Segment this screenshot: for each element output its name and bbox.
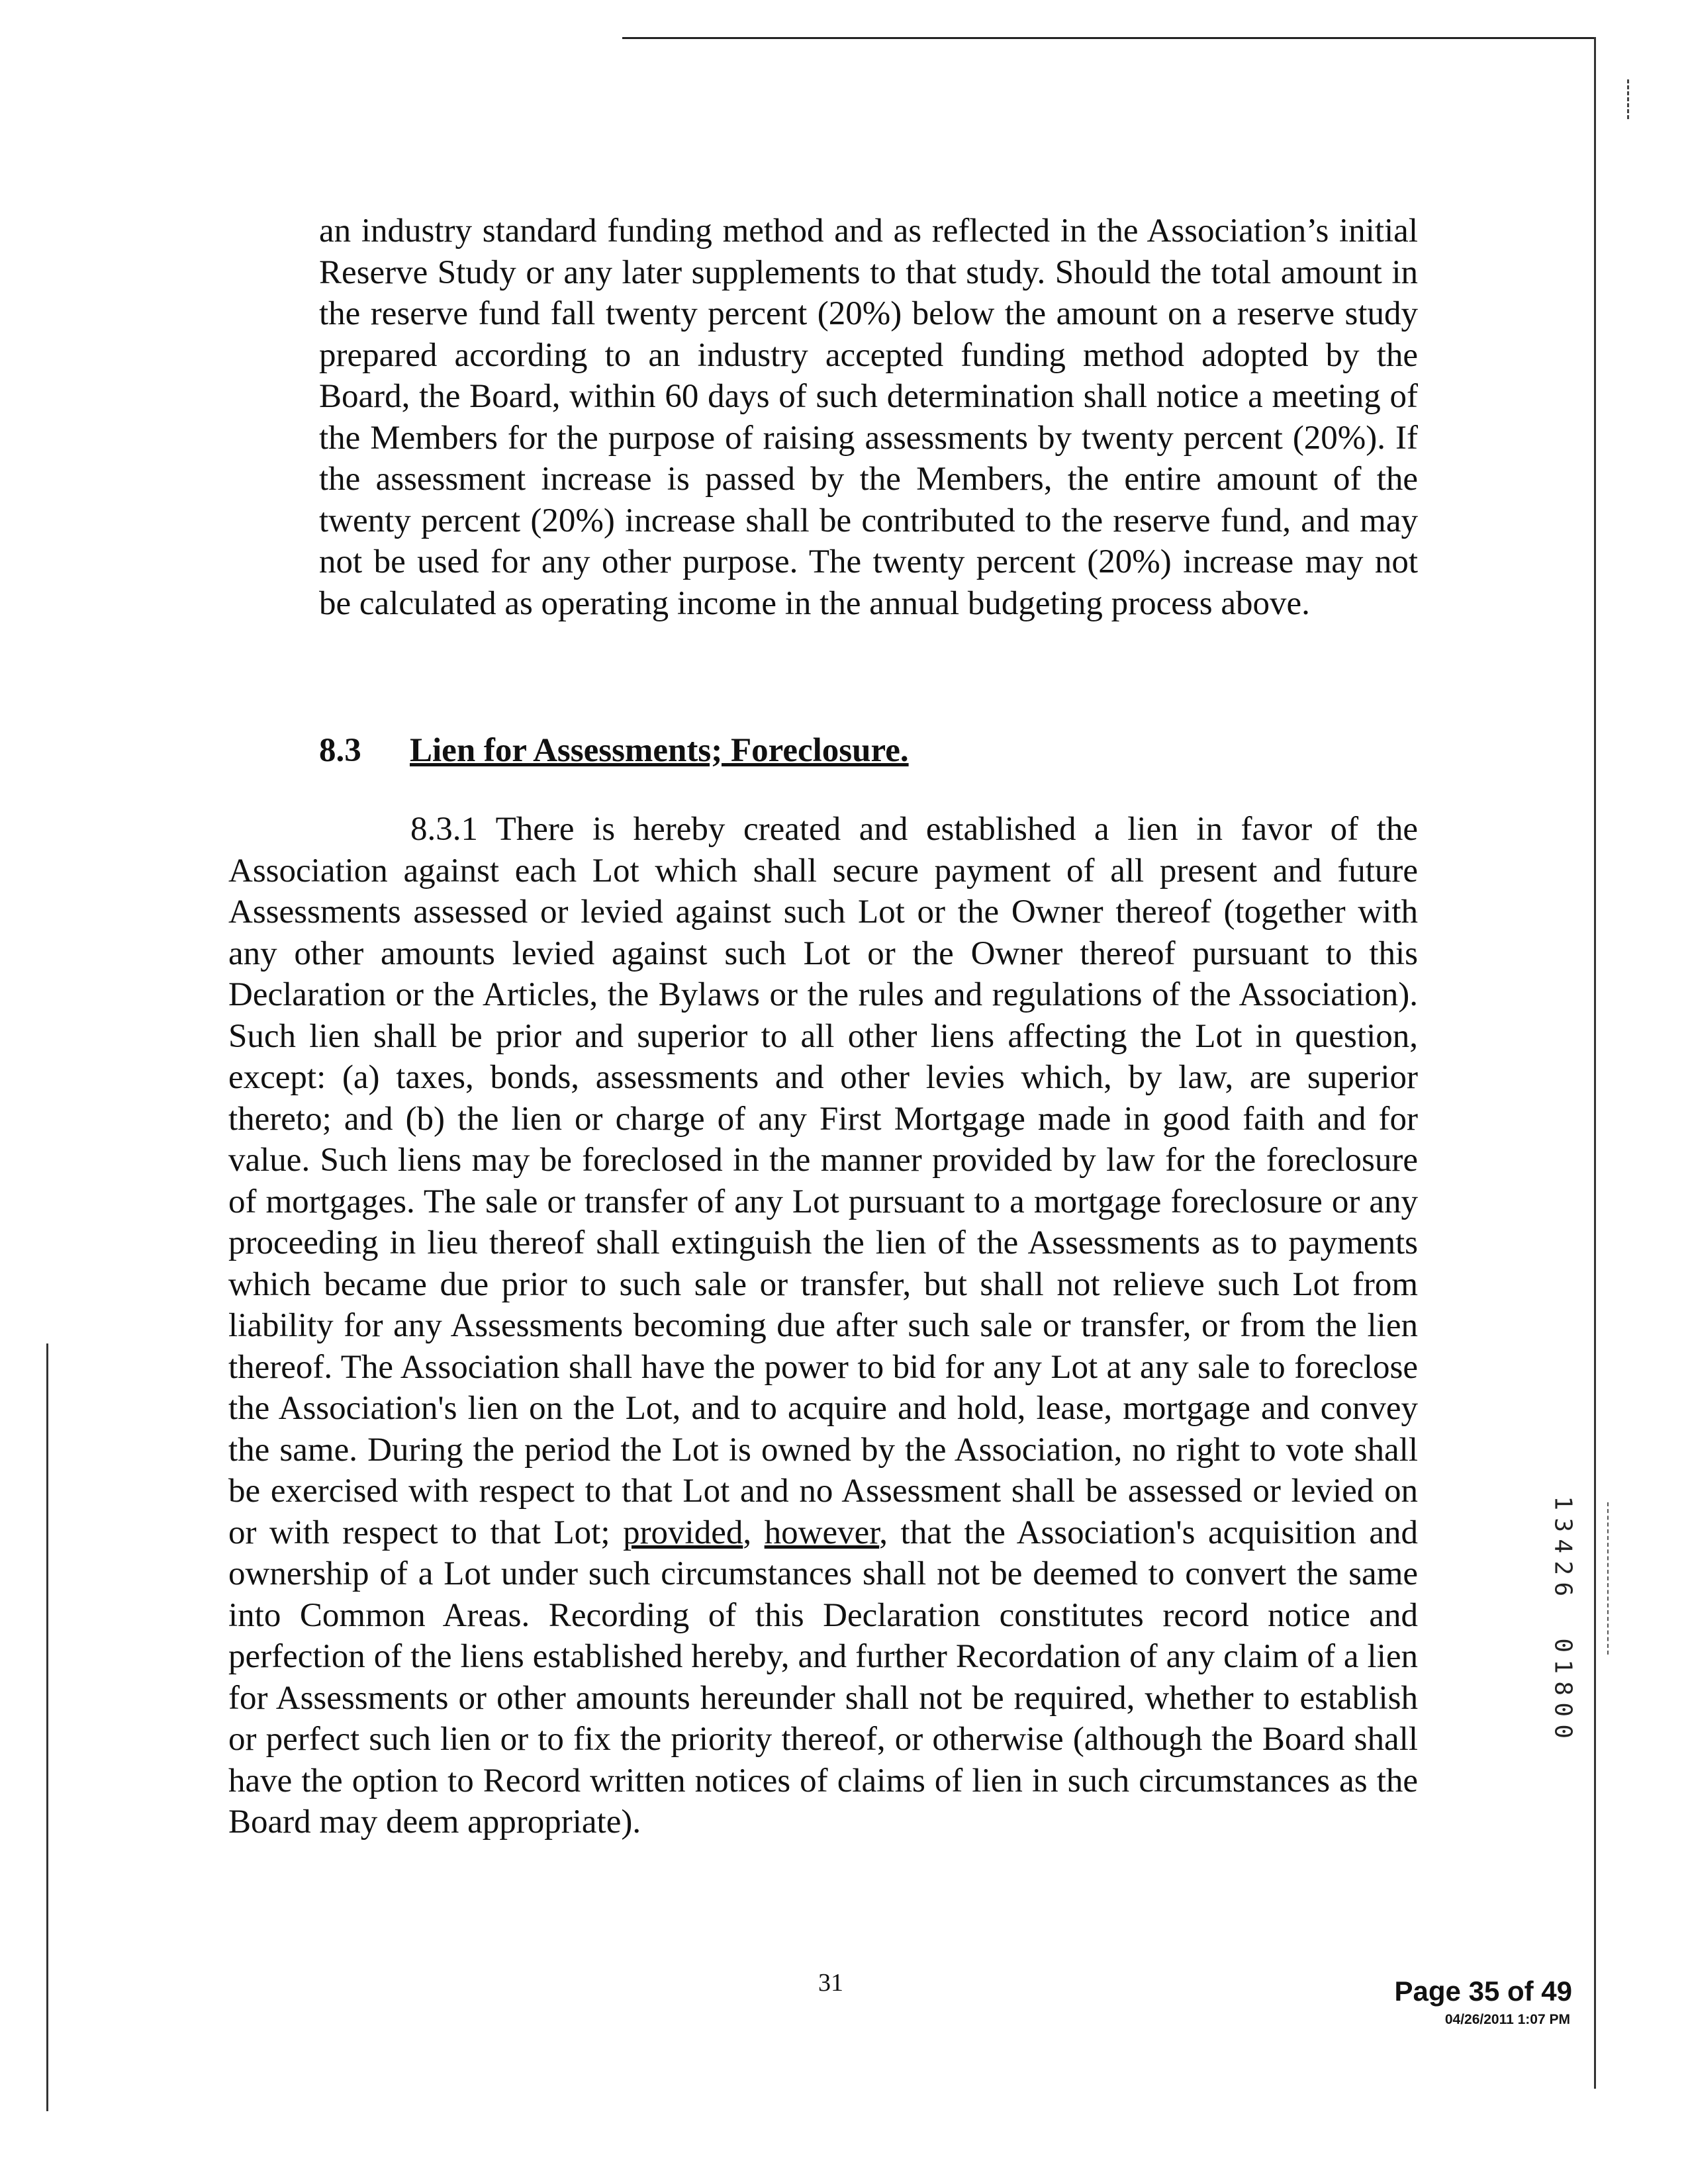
paragraph-continuation: an industry standard funding method and as reflected in the Association’s initial Reserve Study or any later supplements to that study. Should the total amount in the reserve fund fall twenty percent (20%) below the amount on a reserve study prepared according to an industry accepted funding method adopted by the Board, the Board, within 60 days of such determination shall notice a meeting of the Members for the purpose of raising assessments by twenty percent (20%). If the assessment increase is passed by the Members, the entire amount of the twenty percent (20%) increase shall be contributed to the reserve fund, and may not be used for any other purpose. The twenty percent (20%) increase may not be calculated as operating income in the annual budgeting process above. — [319, 212, 1418, 622]
scan-artifact-mark — [1607, 1502, 1610, 1655]
subsection-number: 8.3.1 — [410, 811, 478, 848]
stamp-digit: 8 — [1549, 1680, 1577, 1696]
left-margin-line — [46, 1343, 48, 2111]
section-number: 8.3 — [319, 732, 361, 769]
section-title: Lien for Assessments; Foreclosure. — [410, 732, 909, 769]
section-heading — [319, 731, 909, 770]
stamp-digit: 4 — [1549, 1539, 1577, 1554]
footer-timestamp: 04/26/2011 1:07 PM — [1444, 2012, 1570, 2027]
stamp-digit: 1 — [1549, 1659, 1577, 1674]
stamp-digit: 2 — [1549, 1560, 1577, 1575]
footer-page-label: Page 35 of 49 — [1394, 1976, 1572, 2007]
stamp-digit: 3 — [1549, 1517, 1577, 1532]
stamp-digit: 0 — [1549, 1702, 1577, 1717]
page-number: 31 — [818, 1969, 843, 1997]
right-border-line — [1594, 37, 1596, 2089]
stamp-digit: 0 — [1549, 1637, 1577, 1653]
emphasis-provided: provided — [623, 1514, 743, 1551]
emphasis-separator: , — [743, 1514, 765, 1551]
emphasis-however: however — [764, 1514, 880, 1551]
stamp-digit: 6 — [1549, 1582, 1577, 1597]
stamp-digit: 1 — [1549, 1496, 1577, 1511]
top-border-line — [622, 37, 1595, 39]
stamp-digit: 0 — [1549, 1723, 1577, 1739]
subsection-text-after: , that the Association's acquisition and ownership of a Lot under such circumstances shall not be deemed to convert the same into Common Areas. Recording of this Declaration constitutes record notice and perfection of the liens established hereby, and further Recordation of any claim of a lien for Assessments or other amounts hereunder shall not be required, whether to establish or perfect such lien or to fix the priority thereof, or otherwise (although the Board shall have the option to Record written notices of claims of lien in such circumstances as the Board may deem appropriate). — [228, 1514, 1419, 1841]
subsection-paragraph — [228, 809, 1418, 1843]
subsection-text-before: There is hereby created and established a lien in favor of the Association against each Lot which shall secure payment of all present and future Assessments assessed or levied against such Lot or the Owner thereof (together with any other amounts levied against such Lot or the Owner thereof pursuant to this Declaration or the Articles, the Bylaws or the rules and regulations of the Association). Such lien shall be prior and superior to all other liens affecting the Lot in question, except: (a) taxes, bonds, assessments and other levies which, by law, are superior thereto; and (b) the lien or charge of any First Mortgage made in good faith and for value. Such liens may be foreclosed in the manner provided by law for the foreclosure of mortgages. The sale or transfer of any Lot pursuant to a mortgage foreclosure or any proceeding in lieu thereof shall extinguish the lien of the Assessments as to payments which became due prior to such sale or transfer, but shall not relieve such Lot from liability for any Assessments becoming due after such sale or transfer, or from the lien thereof. The Association shall have the power to bid for any Lot at any sale to foreclose the Association's lien on the Lot, and to acquire and hold, lease, mortgage and convey the same. During the period the Lot is owned by the Association, no right to vote shall be exercised with respect to that Lot and no Assessment shall be assessed or levied on or with respect to that Lot; — [228, 811, 1418, 1551]
scan-artifact-mark — [1627, 79, 1631, 119]
recording-stamp — [1546, 1492, 1579, 1742]
